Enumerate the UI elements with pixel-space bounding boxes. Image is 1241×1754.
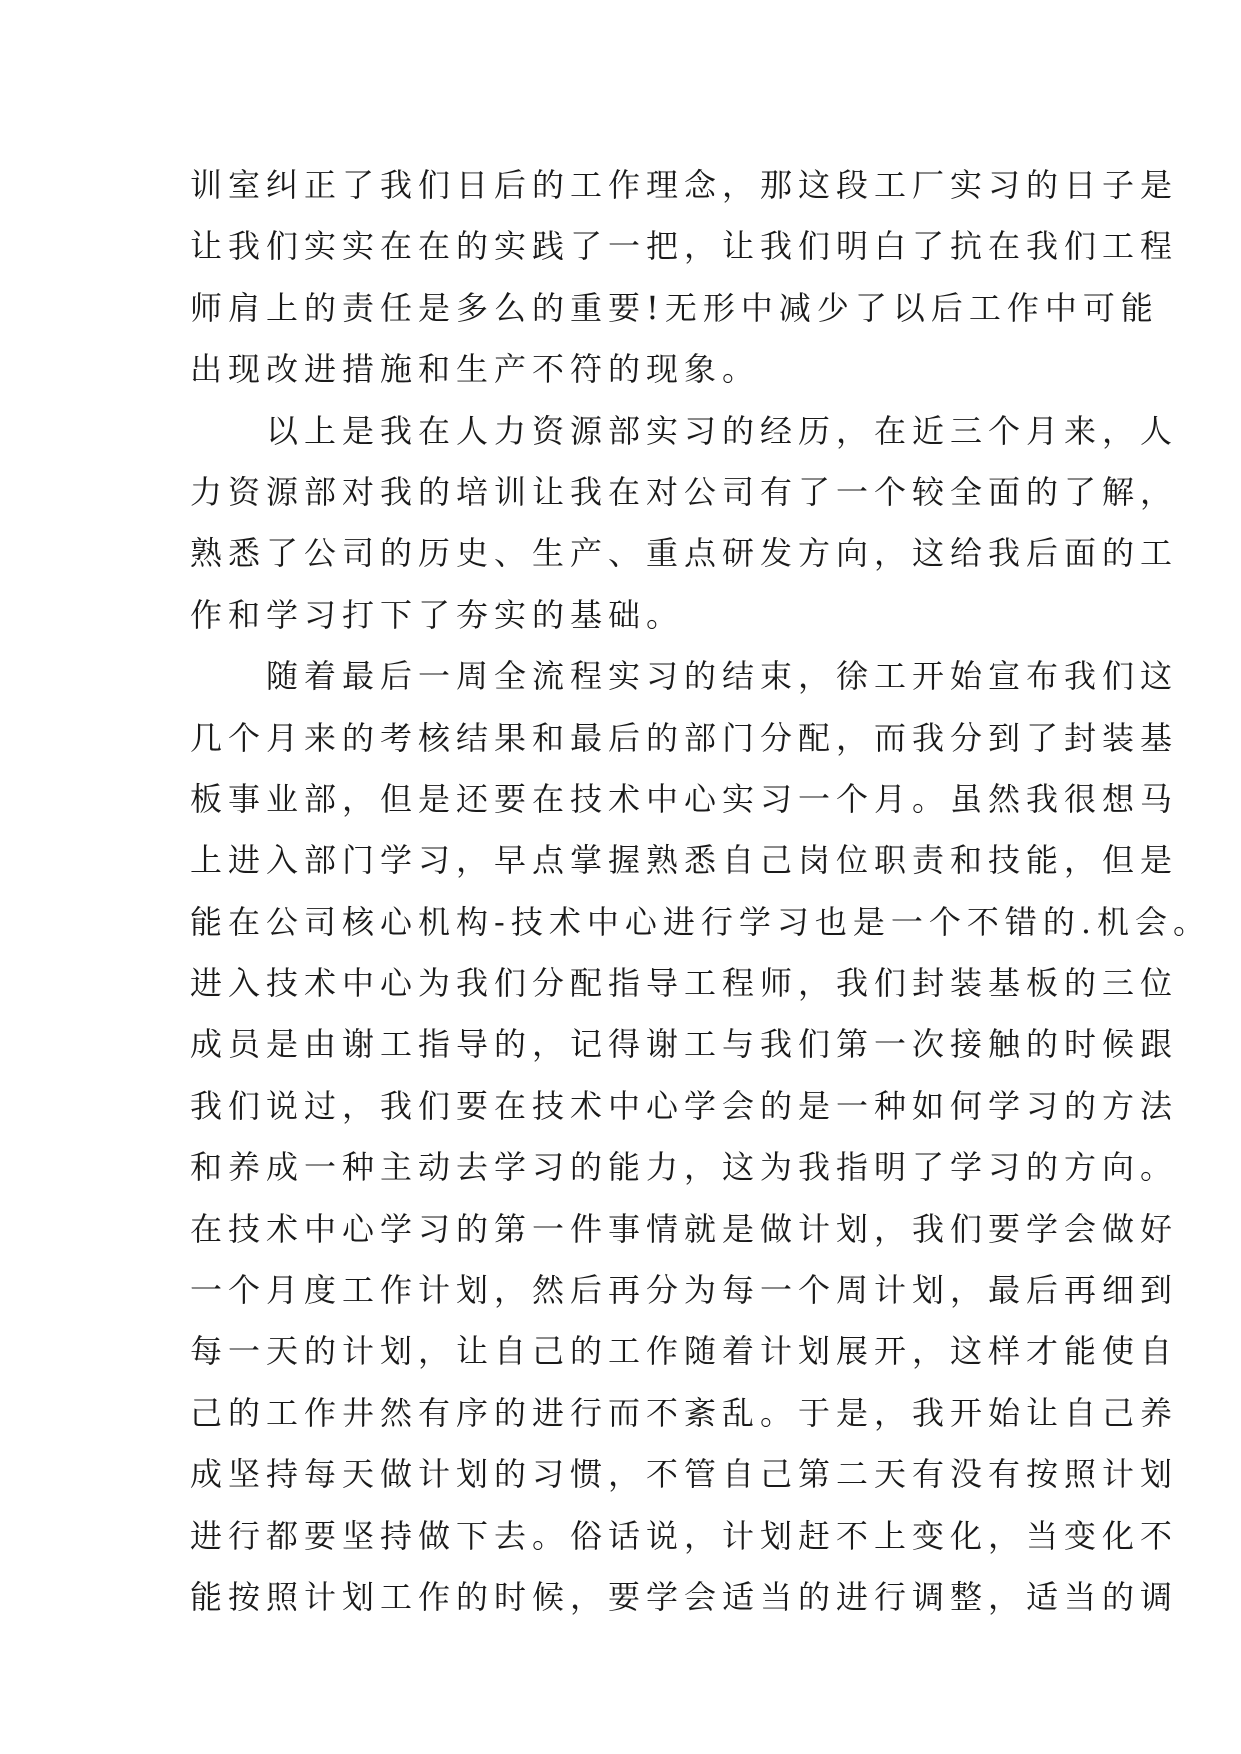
text-line: 板事业部，但是还要在技术中心实习一个月。虽然我很想马 [190,779,1179,818]
text-line: 每一天的计划，让自己的工作随着计划展开，这样才能使自 [190,1332,1179,1371]
text-line: 进入技术中心为我们分配指导工程师，我们封装基板的三位 [190,964,1179,1003]
text-line: 以上是我在人力资源部实习的经历，在近三个月来，人 [190,411,1179,450]
text-line: 随着最后一周全流程实习的结束，徐工开始宣布我们这 [190,657,1179,696]
text-line: 上进入部门学习，早点掌握熟悉自己岗位职责和技能，但是 [190,841,1179,880]
text-line: 己的工作井然有序的进行而不紊乱。于是，我开始让自己养 [190,1393,1179,1432]
text-line: 能在公司核心机构-技术中心进行学习也是一个不错的.机会。 [190,902,1211,941]
text-line: 训室纠正了我们日后的工作理念，那这段工厂实习的日子是 [190,166,1179,204]
text-line: 出现改进措施和生产不符的现象。 [190,350,761,389]
text-line: 几个月来的考核结果和最后的部门分配，而我分到了封装基 [190,718,1179,757]
text-line: 作和学习打下了夯实的基础。 [190,595,685,634]
text-line: 成员是由谢工指导的，记得谢工与我们第一次接触的时候跟 [190,1025,1179,1064]
text-line: 让我们实实在在的实践了一把，让我们明白了抗在我们工程 [190,227,1179,266]
text-line: 熟悉了公司的历史、生产、重点研发方向，这给我后面的工 [190,534,1179,573]
text-line: 能按照计划工作的时候，要学会适当的进行调整，适当的调 [190,1577,1179,1616]
body-text [190,155,1211,1628]
text-line: 进行都要坚持做下去。俗话说，计划赶不上变化，当变化不 [190,1516,1179,1555]
text-line: 师肩上的责任是多么的重要!无形中减少了以后工作中可能 [190,288,1159,327]
text-line: 我们说过，我们要在技术中心学会的是一种如何学习的方法 [190,1086,1179,1125]
text-line: 成坚持每天做计划的习惯，不管自己第二天有没有按照计划 [190,1455,1179,1494]
text-line: 和养成一种主动去学习的能力，这为我指明了学习的方向。 [190,1148,1179,1187]
text-line: 在技术中心学习的第一件事情就是做计划，我们要学会做好 [190,1209,1179,1248]
text-line: 一个月度工作计划，然后再分为每一个周计划，最后再细到 [190,1271,1179,1310]
text-line: 力资源部对我的培训让我在对公司有了一个较全面的了解， [190,472,1179,511]
